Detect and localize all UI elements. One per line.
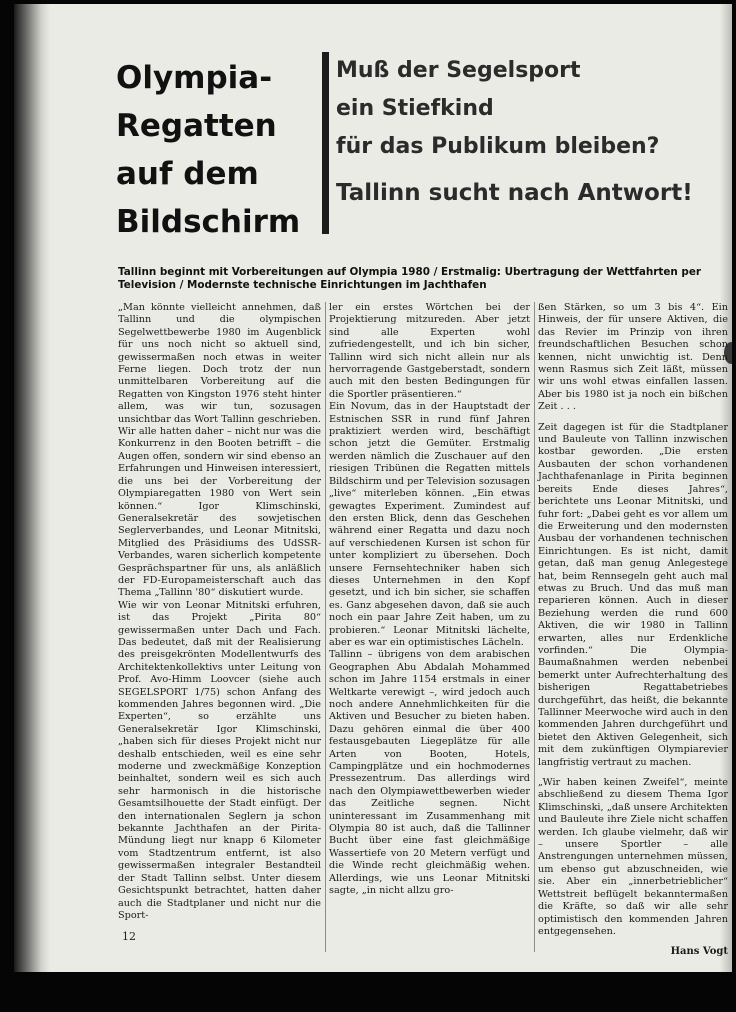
page-number: 12 [122, 930, 136, 943]
article-paragraph: Wie wir von Leonar Mitnitski erfuhren, ist das Projekt „Pirita 80“ gewissermaßen unter Dach und Fach. Das bedeutet, daß mit der Realisierung des preisgekrönten Modellentwurfs des Architektenkollektivs unter Leitung von Prof. Avo-Himm Loovcer (siehe auch SEGELSPORT 1/75) schon Anfang des kommenden Jahres begonnen wird. „Die Experten“, so erzählte uns Generalsekretär Igor Klimschinski, „haben sich für dieses Projekt nicht nur deshalb entschieden, weil es eine sehr moderne und zweckmäßige Konzeption beinhaltet, sondern weil es sich auch sehr harmonisch in die historische Gesamtsilhouette der Stadt einfügt. Der den internationalen Seglern ja schon bekannte Jachthafen an der Pirita-Mündung liegt nur knapp 6 Kilometer vom Stadtzentrum entfernt, ist also gewissermaßen integraler Bestandteil der Stadt Tallinn selbst. Unter diesem Gesichtspunkt betrachtet, hatten daher auch die Stadtplaner und nicht nur die Sport- [118, 599, 321, 921]
article-paragraph: Tallinn – übrigens von dem arabischen Geographen Abu Abdalah Mohammed schon im Jahre 1154 erstmals in einer Weltkarte verewigt –, wird jedoch auch noch andere Annehmlichkeiten für die Aktiven und Besucher zu bieten haben. Dazu gehören einmal die über 400 festausgebauten Liegeplätze für alle Arten von Booten, Hotels, Campingplätze und ein hochmodernes Pressezentrum. Das allerdings wird nach den Olympiawettbewerben wieder das Zeitliche segnen. Nicht uninteressant im Zusammenhang mit Olympia 80 ist auch, daß die Tallinner Bucht über eine fast gleichmäßige Wassertiefe von 20 Metern verfügt und die Winde recht gleichmäßig wehen. Allerdings, wie uns Leonar Mitnitski sagte, „in nicht allzu gro- [329, 649, 530, 897]
headline-right [336, 52, 726, 208]
column-rule [325, 302, 326, 952]
headline-left [116, 54, 316, 246]
headline-left-line: Bildschirm [116, 204, 301, 240]
headline-left-line: auf dem [116, 156, 259, 192]
article-column-2 [329, 302, 530, 898]
headline-right-line: ein Stiefkind [336, 96, 494, 121]
headline-right-line: Muß der Segelsport [336, 58, 581, 83]
article-paragraph: ßen Stärken, so um 3 bis 4“. Ein Hinweis, der für unsere Aktiven, die das Revier im Prinzip von ihren freundschaftlichen Besuchen schon kennen, nicht unwichtig ist. Denn wenn Rasmus sich Zeit läßt, müssen wir uns wohl etwas einfallen lassen. Aber bis 1980 ist ja noch ein bißchen Zeit . . . [538, 302, 728, 413]
article-column-1 [118, 302, 321, 922]
headline-right-line: für das Publikum bleiben? [336, 134, 660, 159]
headline-divider [322, 52, 329, 234]
article-paragraph: „Wir haben keinen Zweifel“, meinte abschließend zu diesem Thema Igor Klimschinski, „daß unsere Architekten und Bauleute ihre Ziele nicht schaffen werden. Ich glaube vielmehr, daß wir – unsere Sportler – alle Anstrengungen unternehmen müssen, um ebenso gut abzuschneiden, wie sie. Aber ein „innerbetrieblicher“ Wettstreit beflügelt bekanntermaßen die Kräfte, so daß wir alle sehr optimistisch den kommenden Jahren entgegensehen. [538, 777, 728, 937]
lead-line: Tallinn beginnt mit Vorbereitungen auf Olympia 1980 / Erstmalig: Ubertragung der Wettfahrten per [118, 266, 701, 278]
book-gutter-shadow [14, 4, 50, 972]
column-rule [534, 302, 535, 952]
headline-left-line: Regatten [116, 108, 277, 144]
lead-line: Television / Modernste technische Einrichtungen im Jachthafen [118, 278, 487, 291]
headline-right-subtitle: Tallinn sucht nach Antwort! [336, 180, 693, 206]
article-paragraph: Zeit dagegen ist für die Stadtplaner und Bauleute von Tallinn inzwischen kostbar geworden. „Die ersten Ausbauten der schon vorhandenen Jachthafenanlage in Pirita beginnen bereits Ende dieses Jahres“, berichtete uns Leonar Mitnitski, und fuhr fort: „Dabei geht es vor allem um die Erweiterung und den modernsten Ausbau der vorhandenen technischen Einrichtungen. Es ist nicht, damit getan, daß man genug Anlegestege hat, beim Rennsegeln geht auch mal etwas zu Bruch. Und das muß man reparieren können. Auch in dieser Beziehung werden die rund 600 Aktiven, die wir 1980 in Tallinn erwarten, alles nur Erdenkliche vorfinden.“ Die Olympia-Baumaßnahmen werden nebenbei bemerkt unter Aufrechterhaltung des bisherigen Regattabetriebes durchgeführt, das heißt, die bekannte Tallinner Meerwoche wird auch in den kommenden Jahren durchgeführt und bietet den Aktiven Gelegenheit, sich mit dem zukünftigen Olympiarevier langfristig vertraut zu machen. [538, 421, 728, 768]
magazine-page [14, 4, 732, 972]
article-column-3 [538, 302, 728, 959]
article-paragraph: Ein Novum, das in der Hauptstadt der Estnischen SSR in rund fünf Jahren praktiziert werden wird, beschäftigt schon jetzt die Gemüter. Erstmalig werden nämlich die Zuschauer auf den riesigen Tribünen die Regatten mittels Bildschirm und per Television sozusagen „live“ miterleben können. „Ein etwas gewagtes Experiment. Zumindest auf den ersten Blick, denn das Geschehen während einer Regatta und dazu noch auf verschiedenen Kursen ist schon für unter kompliziert zu übersehen. Doch unsere Fernsehtechniker haben sich dieses Unternehmen in den Kopf gesetzt, und ich bin sicher, sie schaffen es. Ganz abgesehen davon, daß sie auch noch ein paar Jahre Zeit haben, um zu probieren.“ Leonar Mitnitski lächelte, aber es war ein optimistisches Lächeln. [329, 401, 530, 648]
article-paragraph: ler ein erstes Wörtchen bei der Projektierung mitzureden. Aber jetzt sind alle Experten wohl zufriedengestellt, und ich bin sicher, Tallinn wird sich nicht allein nur als hervorragende Gastgeberstadt, sondern auch mit den besten Bedingungen für die Sportler präsentieren.“ [329, 302, 530, 400]
article-paragraph: „Man könnte vielleicht annehmen, daß Tallinn und die olympischen Segelwettbewerbe 1980 im Augenblick für uns noch nicht so aktuell sind, gewissermaßen noch etwas in weiter Ferne liegen. Doch trotz der nun unmittelbaren Vorbereitung auf die Regatten von Kingston 1976 steht hinter allem, was wir tun, sozusagen unsichtbar das Wort Tallinn geschrieben. Wir alle hatten daher – nicht nur was die Konkurrenz in den Booten betrifft – die Augen offen, sondern wir sind ebenso an Erfahrungen und Hinweisen interessiert, die uns bei der Vorbereitung der Olympiaregatten 1980 von Wert sein können.“ Igor Klimschinski, Generalsekretär des sowjetischen Seglerverbandes, und Leonar Mitnitski, Mitglied des Präsidiums des UdSSR-Verbandes, waren sicherlich kompetente Gesprächspartner für uns, als anläßlich der FD-Europameisterschaft auch das Thema „Tallinn '80“ diskutiert wurde. [118, 302, 321, 599]
author-byline: Hans Vogt [670, 946, 728, 958]
lead-paragraph [118, 266, 724, 291]
headline-left-line: Olympia- [116, 60, 273, 96]
